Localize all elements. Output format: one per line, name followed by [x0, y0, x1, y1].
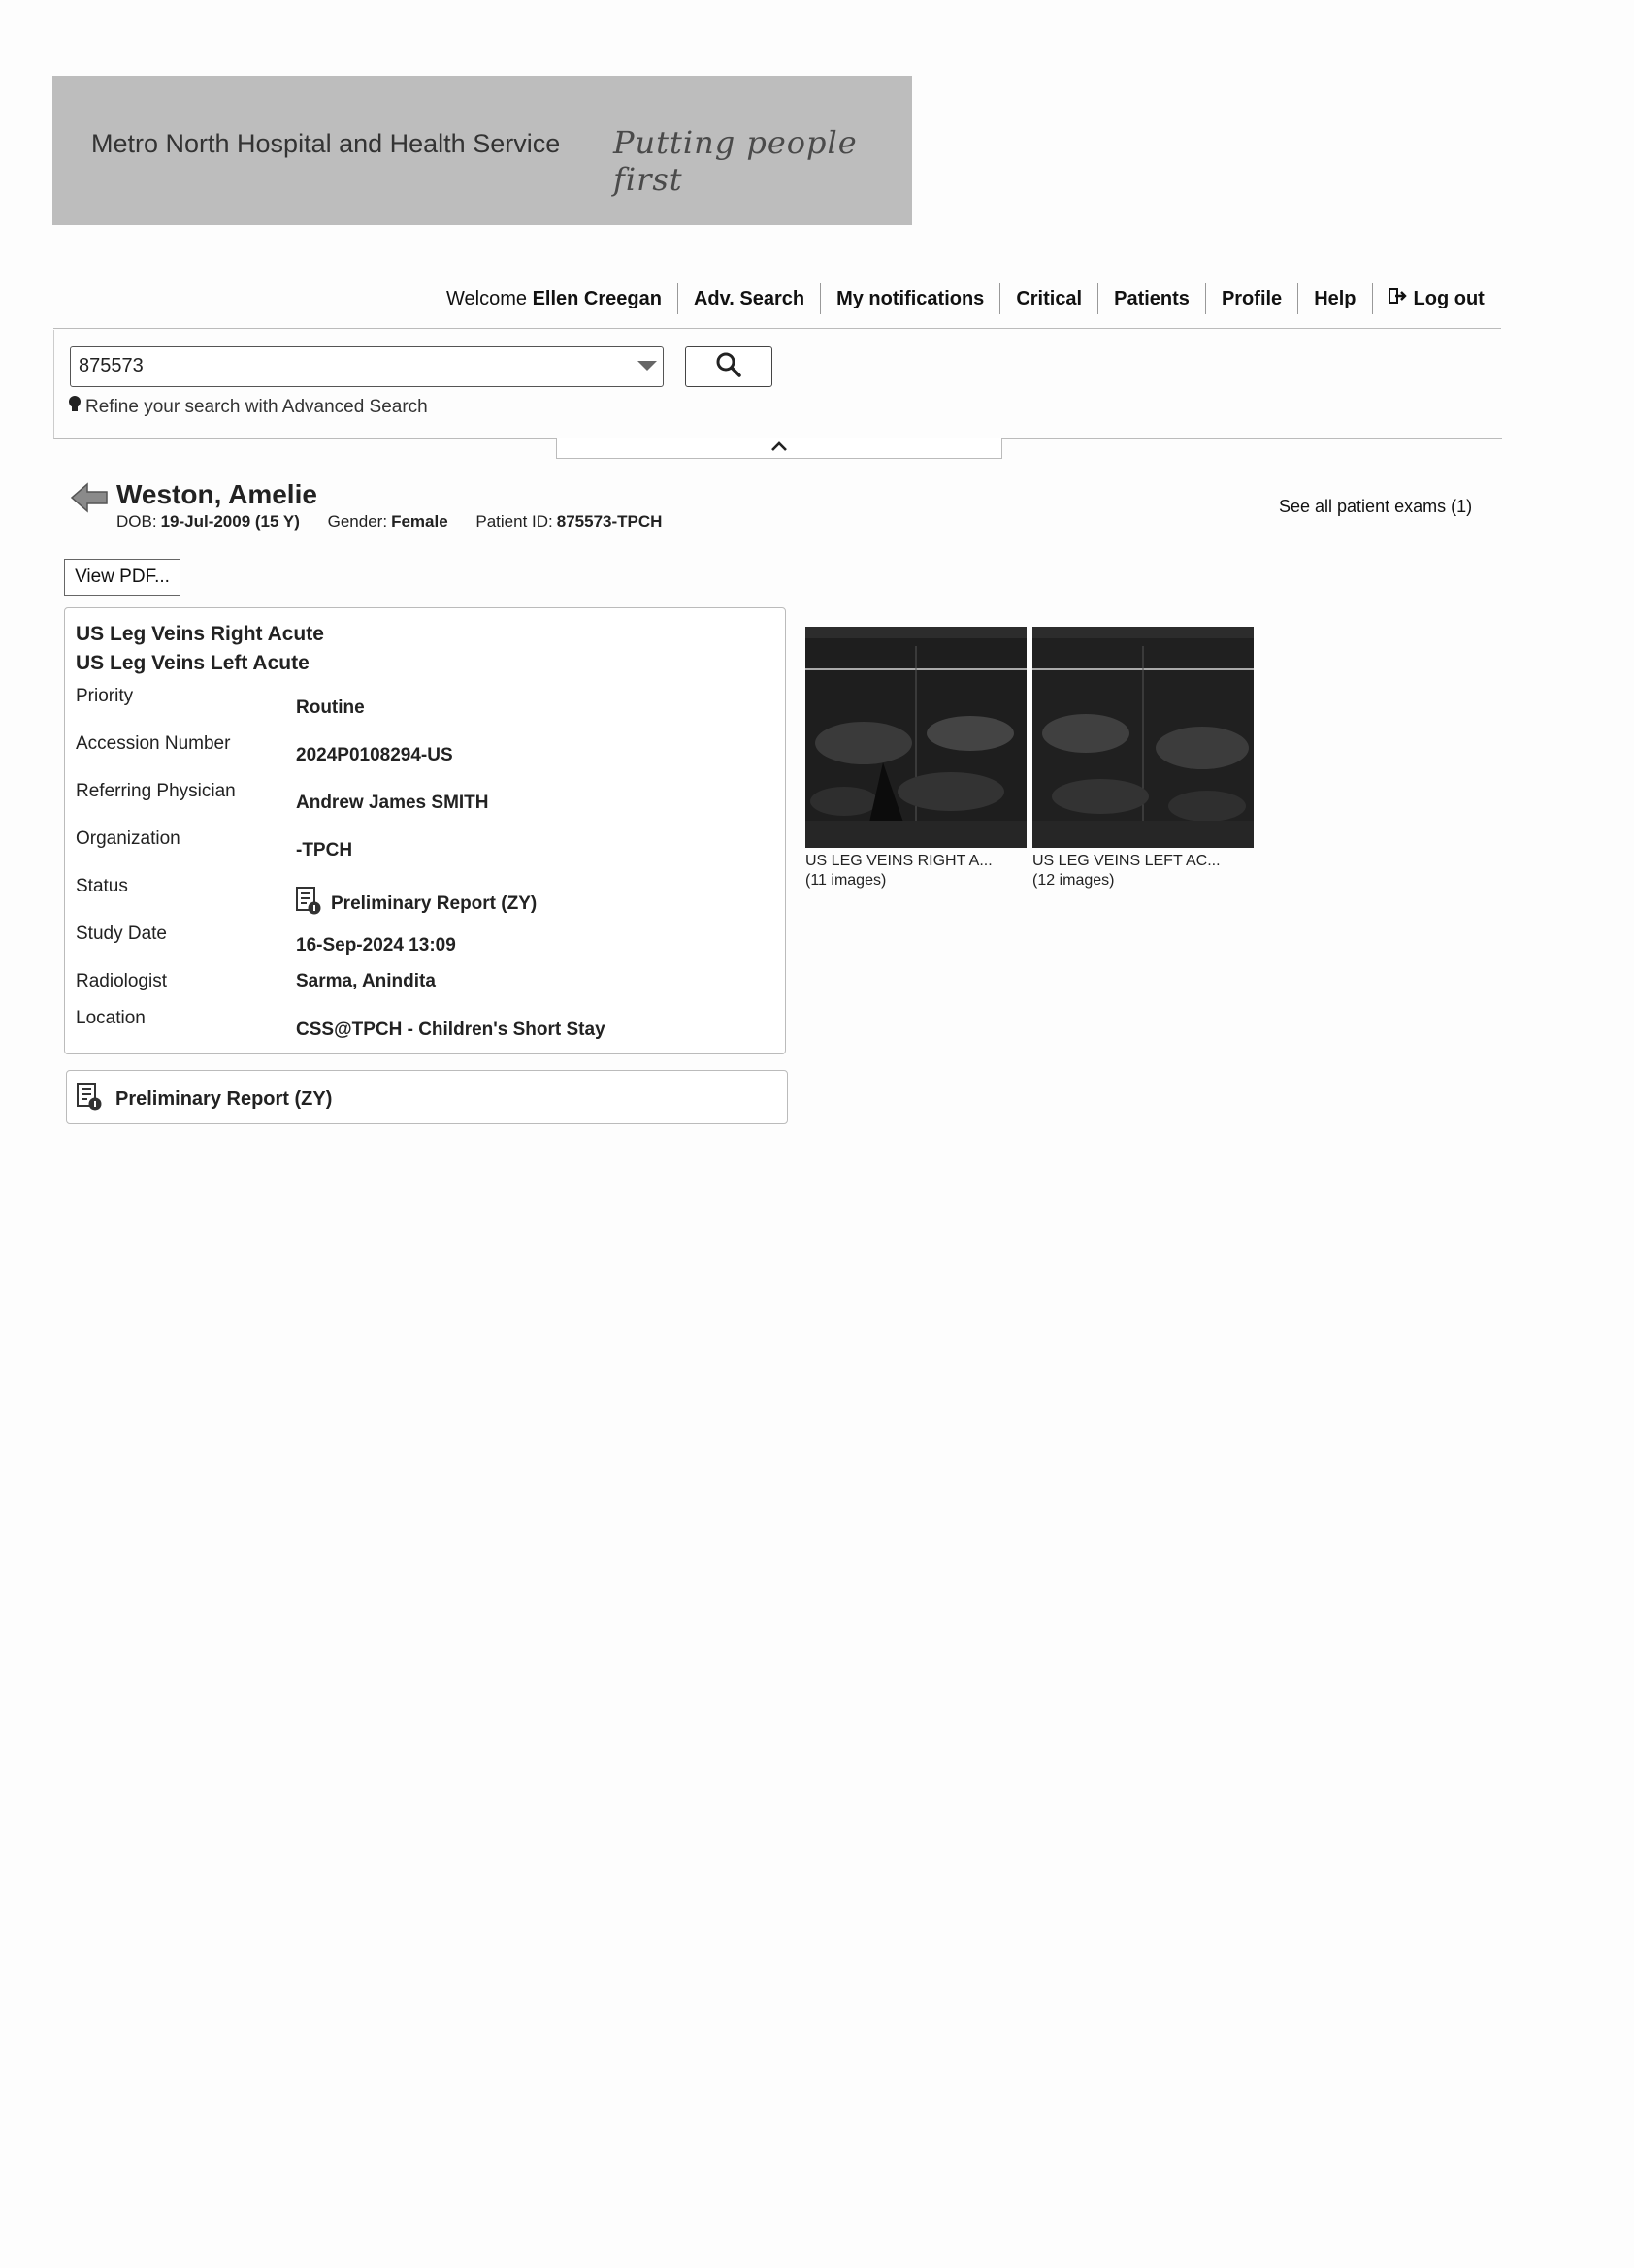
priority-label: Priority: [76, 686, 134, 706]
top-navigation: [446, 279, 1500, 318]
patient-id-value: 875573-TPCH: [556, 512, 663, 531]
dob-label: DOB:: [116, 512, 157, 531]
status-label: Status: [76, 876, 128, 896]
gender-value: Female: [391, 512, 448, 531]
nav-adv-search[interactable]: Adv. Search: [677, 283, 820, 314]
divider: [53, 328, 1501, 329]
exam-title-left: US Leg Veins Left Acute: [76, 652, 310, 674]
priority-value: Routine: [296, 697, 365, 718]
report-icon: [296, 887, 321, 922]
hospital-name: Metro North Hospital and Health Service: [91, 129, 561, 158]
referring-physician-label: Referring Physician: [76, 781, 236, 801]
lightbulb-icon: [68, 395, 82, 420]
accession-label: Accession Number: [76, 733, 231, 754]
organization-value: -TPCH: [296, 840, 353, 860]
thumbnail-caption: US LEG VEINS RIGHT A...: [805, 853, 993, 869]
user-name: Ellen Creegan: [532, 287, 662, 309]
back-arrow-icon[interactable]: [70, 481, 109, 519]
report-icon: [77, 1083, 102, 1117]
preliminary-report-panel[interactable]: [66, 1070, 788, 1124]
ultrasound-thumbnail-right[interactable]: [805, 627, 1027, 848]
dropdown-arrow-icon[interactable]: [637, 361, 657, 371]
study-date-label: Study Date: [76, 923, 167, 944]
ultrasound-thumbnail-left[interactable]: [1032, 627, 1254, 848]
report-section-label: Preliminary Report (ZY): [115, 1088, 333, 1110]
collapse-search-toggle[interactable]: [556, 438, 1002, 459]
patient-id-label: Patient ID:: [475, 512, 553, 531]
patient-name: Weston, Amelie: [116, 479, 317, 509]
thumbnail-image-count: (11 images): [805, 872, 887, 889]
study-date-value: 16-Sep-2024 13:09: [296, 935, 456, 956]
welcome-prefix: Welcome: [446, 287, 527, 309]
advanced-search-hint-text[interactable]: Refine your search with Advanced Search: [85, 397, 428, 417]
header-banner: [52, 76, 912, 225]
nav-help[interactable]: Help: [1297, 283, 1371, 314]
dob-value: 19-Jul-2009 (15 Y): [160, 512, 300, 531]
nav-profile[interactable]: Profile: [1205, 283, 1297, 314]
location-label: Location: [76, 1008, 146, 1028]
view-pdf-button[interactable]: View PDF...: [64, 559, 180, 596]
image-thumbnail[interactable]: [1032, 627, 1254, 891]
logout-label: Log out: [1413, 288, 1485, 309]
see-all-exams-link[interactable]: See all patient exams (1): [1279, 497, 1473, 516]
search-icon: [715, 351, 742, 383]
patient-demographics: [116, 512, 685, 532]
referring-physician-value: Andrew James SMITH: [296, 793, 489, 813]
status-text: Preliminary Report (ZY): [331, 893, 538, 914]
nav-patients[interactable]: Patients: [1097, 283, 1205, 314]
exam-details-panel: [64, 607, 786, 1054]
gender-label: Gender:: [327, 512, 388, 531]
thumbnail-image-count: (12 images): [1032, 872, 1115, 889]
welcome-message: [446, 288, 677, 310]
status-value: [296, 887, 537, 922]
patient-search-combobox[interactable]: [70, 346, 664, 387]
radiologist-label: Radiologist: [76, 971, 167, 991]
hospital-tagline: Putting people first: [613, 124, 858, 198]
search-input[interactable]: [71, 347, 630, 384]
exam-title-right: US Leg Veins Right Acute: [76, 623, 324, 645]
nav-critical[interactable]: Critical: [999, 283, 1097, 314]
chevron-up-icon: [770, 439, 788, 457]
search-panel: [53, 330, 1502, 439]
logout-icon: [1389, 283, 1408, 314]
organization-label: Organization: [76, 828, 180, 849]
advanced-search-hint: [68, 395, 428, 420]
thumbnail-caption: US LEG VEINS LEFT AC...: [1032, 853, 1221, 869]
radiologist-value: Sarma, Anindita: [296, 971, 436, 991]
report-header[interactable]: [77, 1083, 332, 1117]
accession-value: 2024P0108294-US: [296, 745, 453, 765]
image-thumbnail[interactable]: [805, 627, 1027, 891]
logout-link[interactable]: [1372, 283, 1500, 314]
nav-my-notifications[interactable]: My notifications: [820, 283, 999, 314]
search-button[interactable]: [685, 346, 772, 387]
location-value: CSS@TPCH - Children's Short Stay: [296, 1020, 605, 1040]
